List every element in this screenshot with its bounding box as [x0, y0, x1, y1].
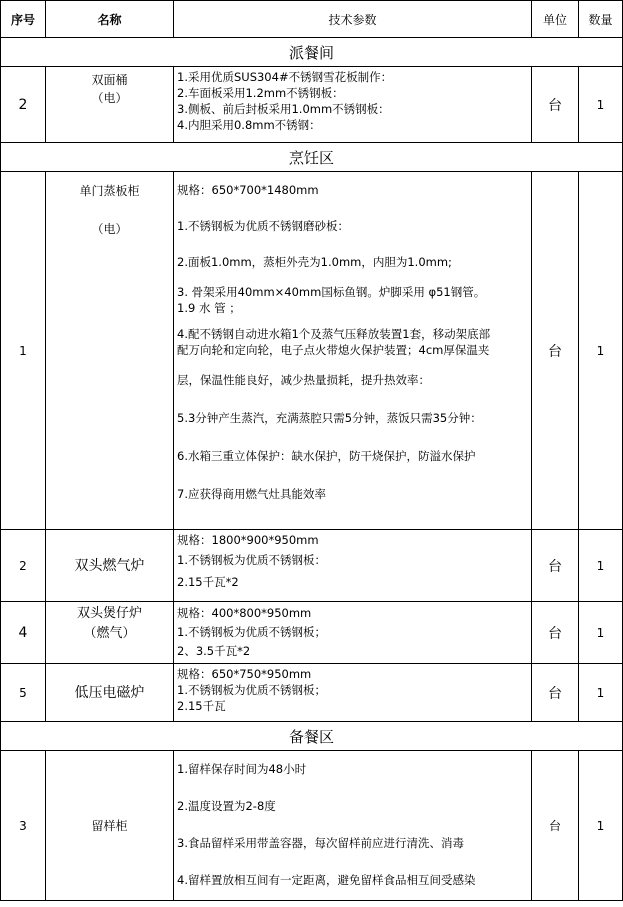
section-row: [1, 143, 623, 172]
param-line: 层，保温性能良好，减少热量损耗，提升热效率：: [177, 373, 430, 387]
row-qty: 1: [579, 751, 623, 901]
name-line: （燃气）: [83, 626, 136, 641]
table-header-row: [1, 1, 623, 38]
param-line: 2.15千瓦*2: [177, 575, 239, 589]
param-line: 2.车面板采用1.2mm不锈钢板：: [177, 86, 344, 100]
row-qty: 1: [579, 664, 623, 722]
param-line: 4.内胆采用0.8mm不锈钢：: [177, 118, 321, 132]
param-line: 规格：650*750*950mm: [177, 667, 312, 681]
param-line: 1.不锈钢板为优质不锈钢磨砂板：: [177, 219, 349, 233]
table-row: [1, 67, 623, 143]
name-line: 留样柜: [91, 818, 128, 833]
param-line: 4.配不锈钢自动进水箱1个及蒸气压释放装置1套，移动架底部: [177, 327, 491, 341]
name-line: 双头燃气炉: [74, 557, 145, 574]
name-line: 单门蒸板柜: [79, 184, 140, 198]
name-line: （电）: [91, 222, 128, 236]
row-qty: 1: [579, 530, 623, 602]
header-params: 技术参数: [174, 1, 532, 38]
row-no: 4: [1, 602, 46, 664]
name-line: 低压电磁炉: [74, 684, 145, 701]
row-params: [174, 172, 532, 530]
section-title: 烹饪区: [1, 143, 623, 172]
header-qty: 数量: [579, 1, 623, 38]
row-name: [46, 67, 174, 143]
row-name: [46, 172, 174, 530]
param-line: 1.不锈钢板为优质不锈钢板：: [177, 553, 326, 567]
header-unit: 单位: [532, 1, 579, 38]
row-no: 3: [1, 751, 46, 901]
name-line: （电）: [91, 91, 128, 105]
section-title: 备餐区: [1, 722, 623, 751]
param-line: 3.食品留样采用带盖容器，每次留样前应进行清洗、消毒: [177, 836, 464, 850]
row-unit: 台: [532, 530, 579, 602]
row-unit: 台: [532, 751, 579, 901]
row-params: [174, 751, 532, 901]
section-row: [1, 38, 623, 67]
row-name: [46, 530, 174, 602]
table-row: [1, 751, 623, 901]
row-qty: 1: [579, 602, 623, 664]
row-no: 2: [1, 67, 46, 143]
row-params: [174, 602, 532, 664]
row-qty: 1: [579, 67, 623, 143]
table-row: [1, 530, 623, 602]
param-line: 4.留样置放相互间有一定距离，避免留样食品相互间受感染: [177, 873, 476, 887]
param-line: 2.温度设置为2-8度: [177, 799, 276, 813]
row-name: [46, 602, 174, 664]
table-row: [1, 664, 623, 722]
section-title: 派餐间: [1, 38, 623, 67]
row-unit: 台: [532, 172, 579, 530]
table-row: [1, 602, 623, 664]
name-line: 双头煲仔炉: [76, 606, 142, 621]
param-line: 5.3分钟产生蒸汽，充满蒸腔只需5分钟，蒸饭只需35分钟：: [177, 411, 482, 425]
section-row: [1, 722, 623, 751]
param-line: 规格：1800*900*950mm: [177, 533, 319, 547]
param-line: 1.9 水 管 ；: [177, 301, 241, 315]
row-qty: 1: [579, 172, 623, 530]
param-line: 6.水箱三重立体保护：缺水保护，防干烧保护，防溢水保护: [177, 449, 476, 463]
param-line: 2、3.5千瓦*2: [177, 644, 251, 658]
row-params: [174, 530, 532, 602]
param-line: 1.采用优质SUS304#不锈钢雪花板制作：: [177, 70, 393, 84]
table-row: [1, 172, 623, 530]
param-line: 3. 骨架采用40mm×40mm国标鱼钢。炉脚采用 φ51钢管。: [177, 285, 486, 299]
row-unit: 台: [532, 602, 579, 664]
header-name: 名称: [46, 1, 174, 38]
row-name: [46, 664, 174, 722]
param-line: 配万向轮和定向轮，电子点火带熄火保护装置；4cm厚保温夹: [177, 343, 490, 357]
param-line: 规格：650*700*1480mm: [177, 183, 319, 197]
param-line: 规格：400*800*950mm: [177, 606, 312, 620]
row-unit: 台: [532, 664, 579, 722]
row-params: [174, 67, 532, 143]
row-no: 2: [1, 530, 46, 602]
param-line: 2.15千瓦: [177, 699, 226, 713]
param-line: 7.应获得商用燃气灶具能效率: [177, 487, 326, 501]
param-line: 1.留样保存时间为48小时: [177, 762, 307, 776]
param-line: 3.侧板、前后封板采用1.0mm不锈钢板：: [177, 102, 390, 116]
row-no: 1: [1, 172, 46, 530]
row-no: 5: [1, 664, 46, 722]
row-name: [46, 751, 174, 901]
param-line: 1.不锈钢板为优质不锈钢板；: [177, 625, 326, 639]
row-unit: 台: [532, 67, 579, 143]
header-no: 序号: [1, 1, 46, 38]
param-line: 2.面板1.0mm，蒸柜外壳为1.0mm，内胆为1.0mm;: [177, 255, 452, 269]
name-line: 双面桶: [91, 73, 128, 87]
row-params: [174, 664, 532, 722]
param-line: 1.不锈钢板为优质不锈钢板；: [177, 683, 326, 697]
